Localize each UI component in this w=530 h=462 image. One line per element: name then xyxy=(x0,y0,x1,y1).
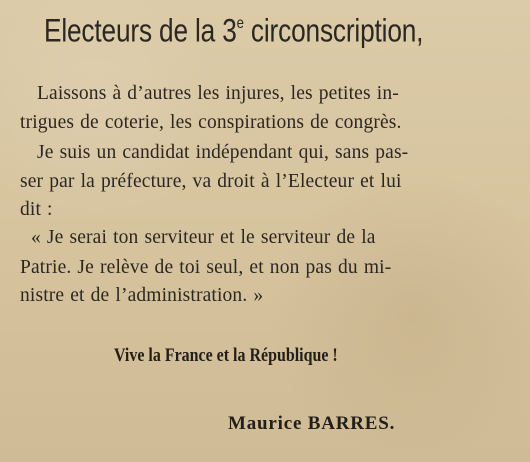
body-line-7: Patrie. Je relève de toi seul, et non pas du mi- xyxy=(20,257,392,278)
body-line-4: ser par la préfecture, va droit à l’Electeur et lui xyxy=(20,171,402,192)
heading-ordinal: e xyxy=(236,15,244,32)
body-line-3: Je suis un candidat indépendant qui, sans pas- xyxy=(37,142,409,163)
heading-text: Electeurs de la 3 xyxy=(44,12,237,49)
body-line-1: Laissons à d’autres les injures, les petites in- xyxy=(37,83,399,104)
body-line-5: dit : xyxy=(20,199,53,220)
body-line-2: trigues de coterie, les conspirations de congrès. xyxy=(20,112,402,133)
body-line-8: nistre et de l’administration. » xyxy=(20,285,264,306)
body-line-6: « Je serai ton serviteur et le serviteur de la xyxy=(31,227,376,248)
heading-suffix: circonscription, xyxy=(243,12,424,49)
closing-slogan: Vive la France et la République ! xyxy=(114,345,338,366)
page-title xyxy=(44,6,424,51)
signature: Maurice BARRES. xyxy=(228,413,396,434)
